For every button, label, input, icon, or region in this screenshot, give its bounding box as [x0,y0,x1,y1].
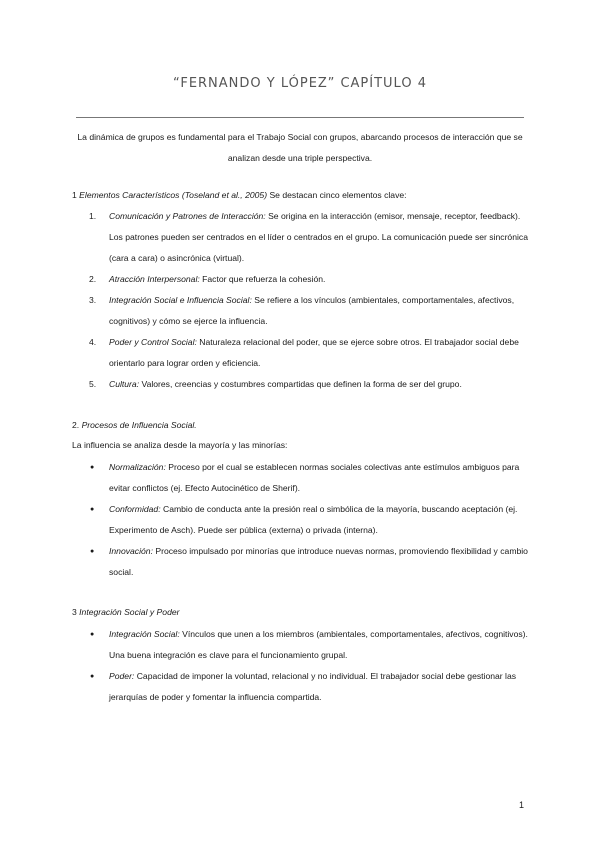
list-item-text: Cambio de conducta ante la presión real o simbólica de la mayoría, buscando aceptación (ej. Experimento de Asch). Puede ser pública (externa) o privada (interna). [109,504,518,535]
section-2-lead: La influencia se analiza desde la mayoría y las minorías: [72,440,288,450]
bullet-icon: ● [90,506,95,513]
section-3-number: 3 [72,607,77,617]
list-item-term: Conformidad: [109,504,161,514]
section-2-heading [72,415,532,435]
list-item [72,457,532,499]
section-2-list [72,457,532,583]
list-item [72,332,532,374]
list-number: 4. [89,337,97,347]
list-item-term: Integración Social: [109,629,180,639]
list-item-text: Proceso impulsado por minorías que introduce nuevas normas, promoviendo flexibilidad y cambio social. [109,546,528,577]
section-1-number: 1 [72,190,77,200]
intro-paragraph: La dinámica de grupos es fundamental para el Trabajo Social con grupos, abarcando procesos de interacción que se analizan desde una triple perspectiva. [77,132,523,163]
list-item [72,206,532,269]
section-1-heading [72,185,532,205]
list-item-term: Atracción Interpersonal: [109,274,200,284]
list-item [72,269,532,290]
bullet-icon: ● [90,673,95,680]
list-item-text: Factor que refuerza la cohesión. [202,274,326,284]
section-2-heading-italic: Procesos de Influencia Social. [81,420,197,430]
section-1-heading-rest: Se destacan cinco elementos clave: [269,190,407,200]
list-item-term: Normalización: [109,462,166,472]
list-item-text: Se refiere a los vínculos (ambientales, comportamentales, afectivos, cognitivos) y cómo se ejerce la influencia. [109,295,515,326]
bullet-icon: ● [90,464,95,471]
section-2 [72,415,532,583]
list-item-text: Se origina en la interacción (emisor, mensaje, receptor, feedback). Los patrones pueden ser centrados en el líder o centrados en el grupo. La comunicación puede ser sincrónica (cara a cara) o asincrónica (virtual). [109,211,528,263]
list-item [72,290,532,332]
list-number: 5. [89,379,97,389]
list-item-term: Cultura: [109,379,140,389]
list-item [72,624,532,666]
list-item-text: Proceso por el cual se establecen normas sociales colectivas ante estímulos ambiguos para evitar conflictos (ej. Efecto Autocinético de Sherif). [109,462,520,493]
bullet-icon: ● [90,631,95,638]
section-3-heading [72,602,532,622]
list-item-text: Valores, creencias y costumbres compartidas que definen la forma de ser del grupo. [141,379,462,389]
list-number: 2. [89,274,97,284]
list-item-text: Capacidad de imponer la voluntad, relacional y no individual. El trabajador social debe gestionar las jerarquías de poder y fomentar la influencia compartida. [109,671,517,702]
page-number: 1 [518,800,524,810]
list-item-term: Poder y Control Social: [109,337,197,347]
section-1-heading-italic: Elementos Característicos (Toseland et al., 2005) [79,190,268,200]
section-3 [72,602,532,708]
list-item [72,666,532,708]
section-2-number: 2. [72,420,80,430]
bullet-icon: ● [90,548,95,555]
list-number: 1. [89,211,97,221]
list-item-text: Vínculos que unen a los miembros (ambientales, comportamentales, afectivos, cognitivos). Una buena integración es clave para el funcionamiento grupal. [109,629,528,660]
list-item [72,499,532,541]
section-3-list [72,624,532,708]
list-number: 3. [89,295,97,305]
section-3-heading-italic: Integración Social y Poder [79,607,180,617]
document-title: “FERNANDO Y LÓPEZ” CAPÍTULO 4 [173,76,427,91]
section-1-list [72,206,532,395]
list-item-term: Comunicación y Patrones de Interacción: [109,211,266,221]
list-item-term: Poder: [109,671,135,681]
list-item-term: Innovación: [109,546,153,556]
list-item [72,541,532,583]
title-divider [76,117,524,118]
section-1 [72,185,532,395]
list-item [72,374,532,395]
list-item-term: Integración Social e Influencia Social: [109,295,252,305]
list-item-text: Naturaleza relacional del poder, que se ejerce sobre otros. El trabajador social debe orientarlo para lograr orden y eficiencia. [109,337,519,368]
